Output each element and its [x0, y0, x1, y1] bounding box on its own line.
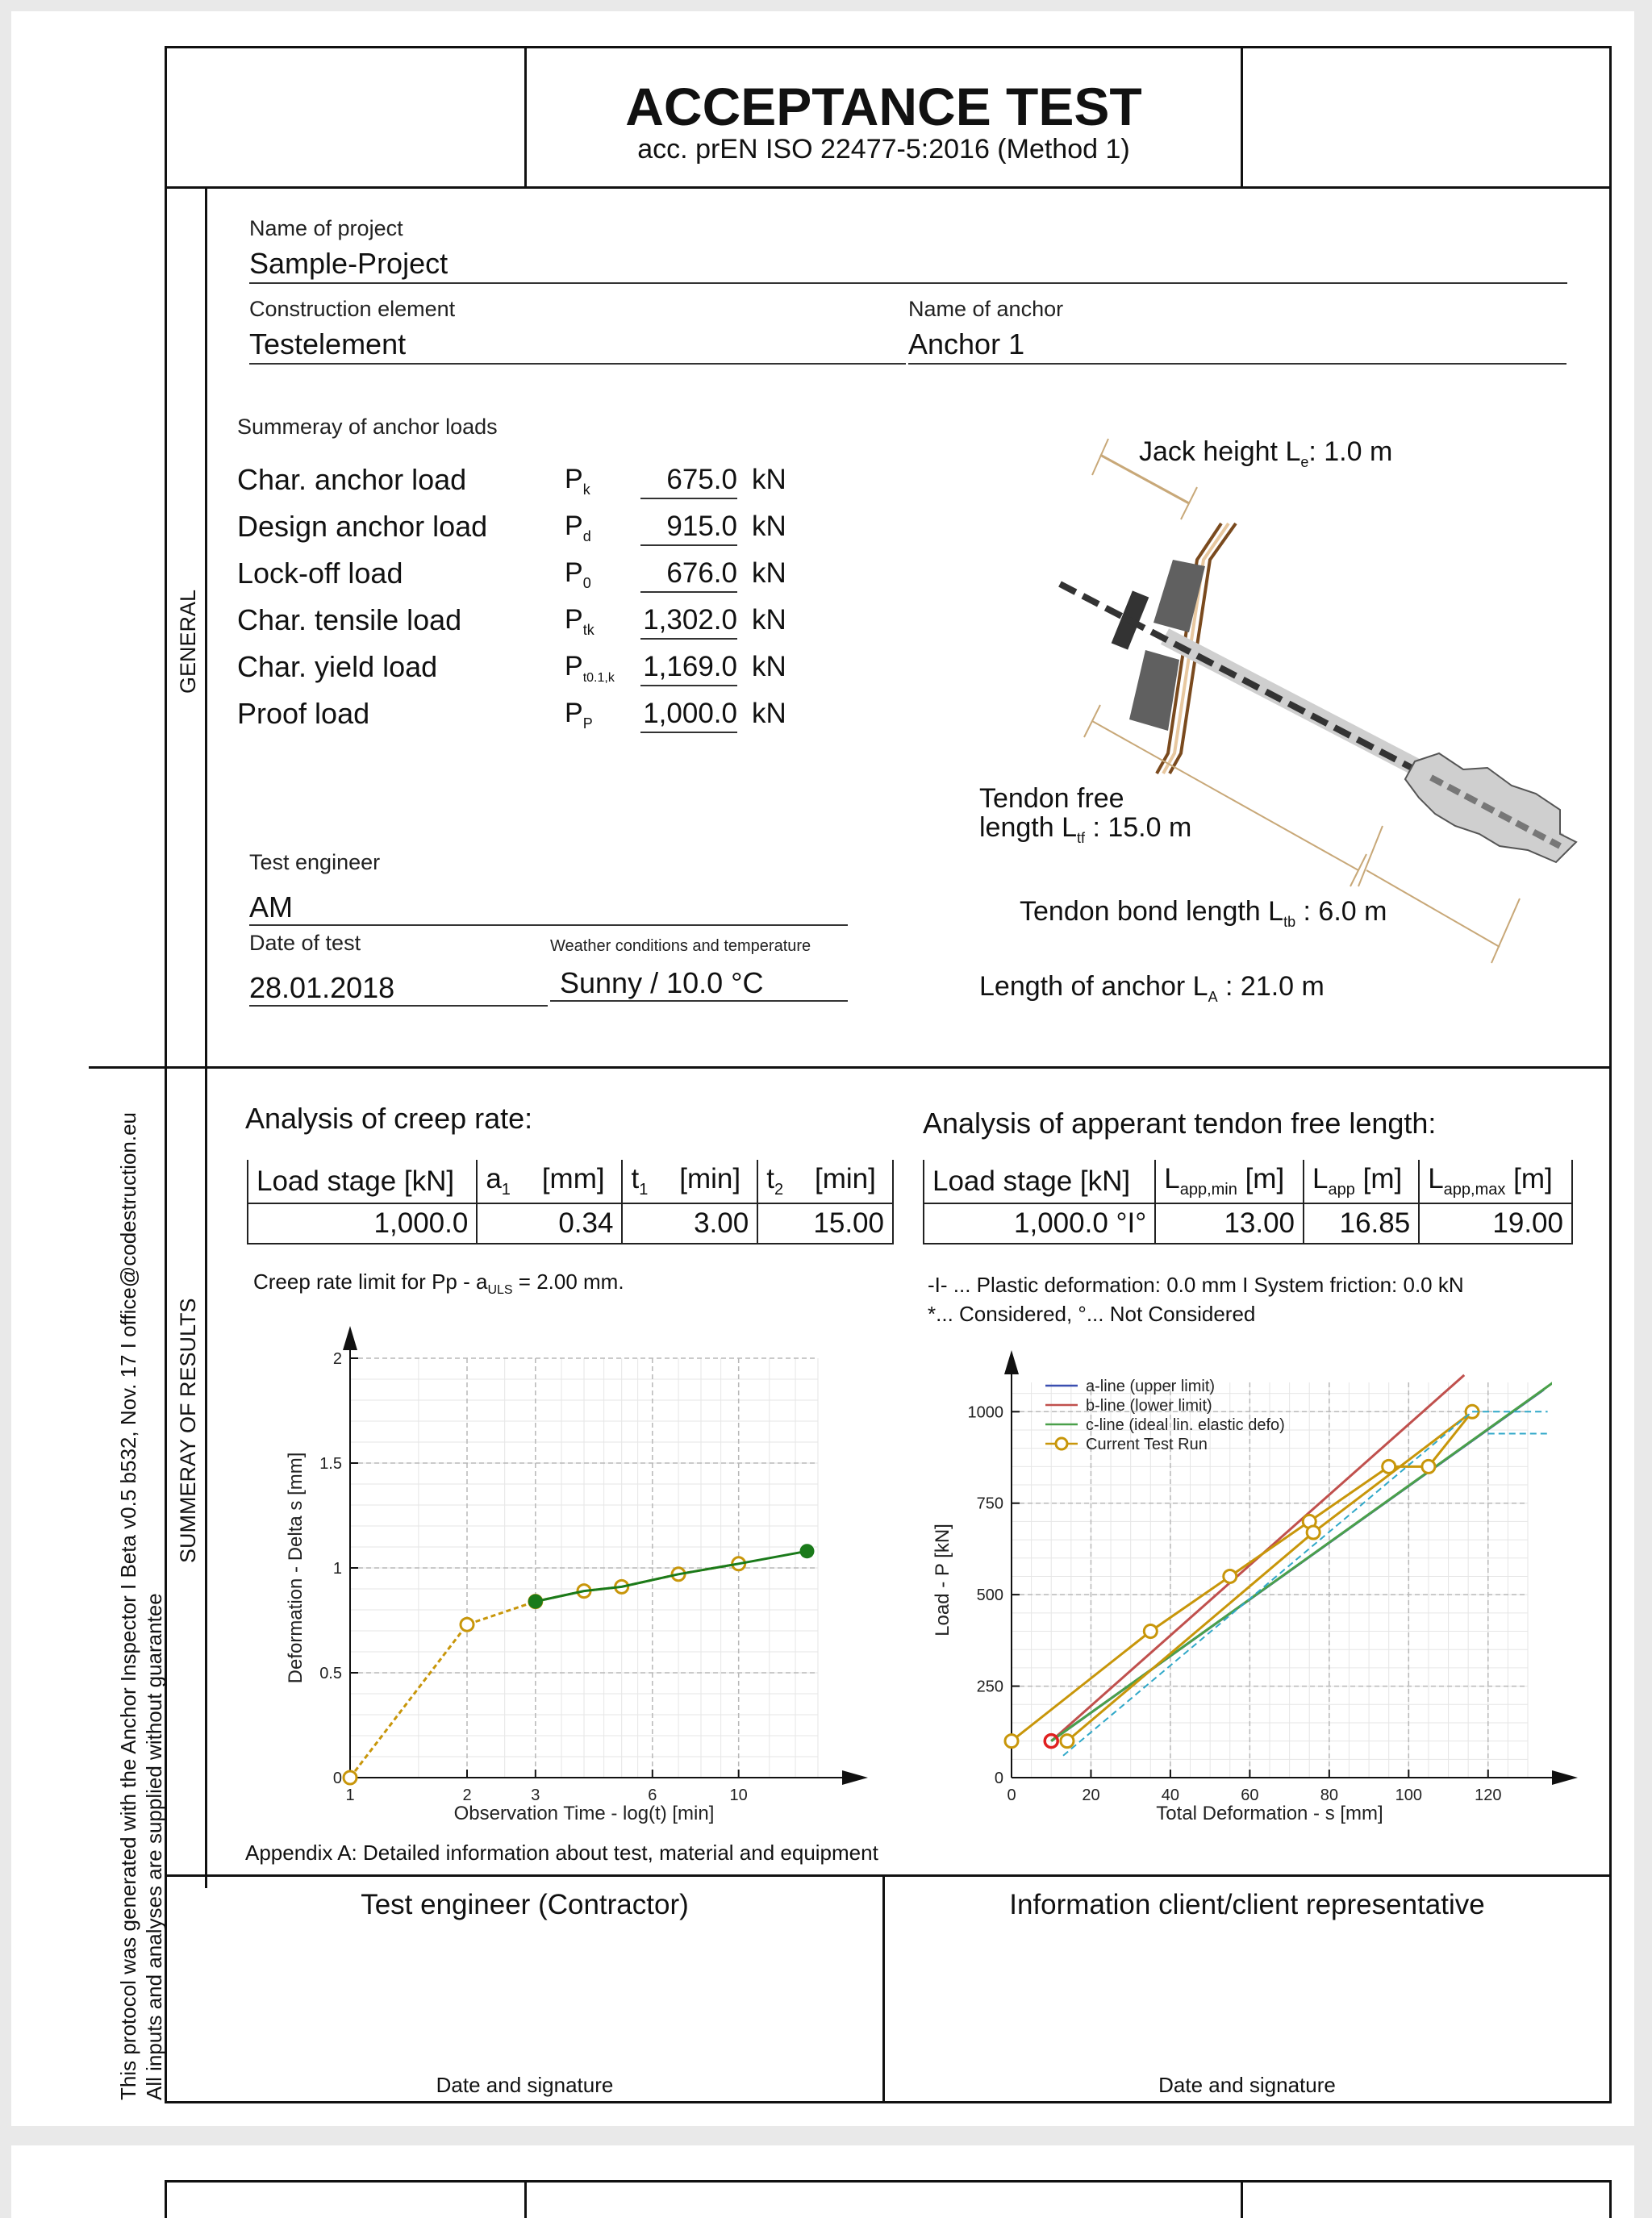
x-tick-label: 120	[1475, 1786, 1502, 1804]
data-point	[799, 1544, 814, 1558]
legend-label: a-line (upper limit)	[1086, 1378, 1216, 1395]
free-length-label-1: Tendon free	[979, 783, 1124, 814]
x-tick-label: 1	[345, 1786, 355, 1804]
project-label: Name of project	[249, 216, 403, 240]
load-unit: kN	[752, 557, 786, 589]
free-length-dimension	[1092, 721, 1358, 870]
load-name: Lock-off load	[237, 557, 403, 590]
load-value: 1,169.0	[643, 651, 737, 682]
x-tick-label: 10	[729, 1786, 748, 1804]
load-value: 675.0	[666, 464, 737, 495]
load-name: Char. anchor load	[237, 463, 467, 496]
load-value: 915.0	[666, 511, 737, 542]
load-symbol: P	[565, 651, 583, 682]
y-axis-label: Load - P [kN]	[932, 1524, 953, 1636]
load-symbol-sub: P	[582, 715, 593, 732]
y-tick-label: 750	[976, 1495, 1003, 1513]
loads-heading: Summeray of anchor loads	[237, 415, 498, 439]
load-value: 1,000.0	[643, 698, 737, 729]
x-tick-label: 80	[1320, 1786, 1338, 1804]
appendix-note: Appendix A: Detailed information about test, material and equipment	[245, 1841, 878, 1865]
data-point	[1144, 1625, 1157, 1638]
x-axis-label: Observation Time - log(t) [min]	[453, 1803, 715, 1824]
data-point	[1383, 1460, 1395, 1473]
bond-length-value: : 6.0 m	[1295, 896, 1387, 927]
bond-length-sub: tb	[1283, 913, 1296, 930]
load-unit: kN	[752, 651, 786, 682]
tendon-note-2: *... Considered, °... Not Considered	[928, 1302, 1256, 1326]
anchor-diagram	[963, 431, 1592, 1044]
page-title: ACCEPTANCE TEST	[625, 77, 1142, 136]
data-point	[1307, 1526, 1320, 1539]
y-tick-label: 1	[332, 1560, 342, 1578]
anchor-length-value: : 21.0 m	[1217, 971, 1325, 1002]
load-symbol: P	[565, 511, 583, 541]
load-value: 1,302.0	[643, 604, 737, 636]
load-symbol-sub: tk	[582, 621, 594, 638]
table-row	[924, 1203, 1572, 1244]
tendon-table	[923, 1160, 1573, 1244]
table-header-row: Load stage [kN] $L_{app,min}$ [m] $L_{app}$ [m] $L_{app,max}$ [m]	[924, 1160, 1572, 1203]
load-name: Design anchor load	[237, 510, 488, 543]
signature-right-footer: Date and signature	[1158, 2073, 1336, 2097]
legend-label: Current Test Run	[1086, 1436, 1208, 1453]
date-label: Date of test	[249, 931, 361, 955]
series-line	[536, 1551, 807, 1601]
weather-label: Weather conditions and temperature	[550, 937, 811, 955]
table-row	[248, 1203, 893, 1244]
data-point	[1005, 1735, 1018, 1748]
load-symbol: P	[565, 604, 583, 635]
anchor-length-label: Length of anchor L	[979, 971, 1208, 1002]
data-point	[461, 1618, 473, 1631]
table-header: t	[631, 1163, 640, 1194]
table-cell: 0.34	[477, 1203, 622, 1244]
page	[11, 11, 1634, 2126]
engineer-value: AM	[249, 890, 293, 923]
load-name: Char. tensile load	[237, 603, 462, 636]
creep-limit-sub: ULS	[487, 1283, 513, 1298]
x-axis-label: Total Deformation - s [mm]	[1156, 1803, 1383, 1824]
load-unit: kN	[752, 604, 786, 636]
signature-left-footer: Date and signature	[436, 2073, 614, 2097]
date-value: 28.01.2018	[249, 971, 395, 1004]
data-point	[1224, 1570, 1237, 1582]
creep-heading: Analysis of creep rate:	[245, 1102, 533, 1135]
signature-right-title: Information client/client representative	[1009, 1889, 1485, 1920]
data-point	[1422, 1460, 1435, 1473]
free-length-value: : 15.0 m	[1085, 812, 1192, 843]
load-symbol: P	[565, 698, 583, 728]
load-symbol-sub: t0.1,k	[582, 670, 615, 685]
element-value: Testelement	[249, 327, 407, 361]
creep-table	[247, 1160, 894, 1244]
weather-value: Sunny / 10.0 °C	[560, 966, 764, 999]
free-length-sub: tf	[1077, 829, 1086, 846]
element-label: Construction element	[249, 297, 456, 321]
tendon-heading: Analysis of apperant tendon free length:	[923, 1107, 1437, 1140]
x-tick-label: 2	[462, 1786, 472, 1804]
y-axis-arrow	[343, 1326, 357, 1350]
x-tick-label: 40	[1161, 1786, 1180, 1804]
y-tick-label: 0	[332, 1770, 342, 1787]
load-symbol-sub: k	[582, 481, 590, 498]
x-tick-label: 100	[1395, 1786, 1422, 1804]
load-unit: kN	[752, 698, 786, 729]
y-tick-label: 0.5	[319, 1665, 342, 1682]
legend-label: b-line (lower limit)	[1086, 1397, 1212, 1415]
engineer-label: Test engineer	[249, 850, 381, 874]
summary-side-label: SUMMERAY OF RESULTS	[176, 1298, 200, 1563]
data-point	[344, 1771, 357, 1784]
table-cell: 15.00	[757, 1203, 893, 1244]
load-symbol-sub: 0	[582, 574, 591, 591]
x-tick-label: 60	[1241, 1786, 1259, 1804]
y-tick-label: 1.5	[319, 1455, 342, 1473]
y-tick-label: 1000	[967, 1403, 1003, 1422]
footer-credit-line1: This protocol was generated with the Anchor Inspector I Beta v0.5 b532, Nov. 17 I office@codestruction.eu	[116, 1111, 140, 2100]
page-subtitle: acc. prEN ISO 22477-5:2016 (Method 1)	[637, 134, 1130, 165]
data-point	[1061, 1735, 1074, 1748]
legend-label: c-line (ideal lin. elastic defo)	[1086, 1416, 1285, 1434]
table-cell: 16.85	[1304, 1203, 1419, 1244]
table-header: Load stage [kN]	[257, 1165, 455, 1197]
table-cell: 19.00	[1419, 1203, 1572, 1244]
series-line	[350, 1564, 739, 1778]
x-axis-arrow	[1552, 1770, 1578, 1785]
jack-height-sub: e	[1300, 453, 1309, 470]
creep-limit-value: = 2.00 mm.	[512, 1270, 624, 1294]
table-header-row: Load stage [kN] $a_1$ [mm] $t_1$ [min] $t_2$ [min]	[248, 1160, 893, 1203]
y-axis-arrow	[1004, 1350, 1019, 1374]
free-length-label-2: length L	[979, 812, 1077, 843]
table-header: Load stage [kN]	[932, 1165, 1131, 1197]
y-tick-label: 500	[976, 1586, 1003, 1605]
next-page-edge	[11, 2145, 1634, 2218]
table-header: t	[766, 1163, 774, 1194]
load-name: Char. yield load	[237, 650, 438, 683]
jack-height-value: : 1.0 m	[1308, 436, 1393, 467]
legend-marker	[1056, 1438, 1067, 1449]
jack-height-label: Jack height L	[1139, 436, 1301, 467]
load-symbol: P	[565, 557, 583, 588]
y-axis-label: Deformation - Delta s [mm]	[285, 1452, 307, 1684]
project-value: Sample-Project	[249, 247, 448, 280]
table-header: L	[1164, 1163, 1180, 1194]
table-cell: 1,000.0 °I°	[924, 1203, 1155, 1244]
load-name: Proof load	[237, 697, 370, 730]
table-cell: 3.00	[622, 1203, 757, 1244]
footer-credit-line2: All inputs and analyses are supplied without guarantee	[142, 1593, 166, 2100]
bond-length-label: Tendon bond length L	[1020, 896, 1284, 927]
table-cell: 13.00	[1155, 1203, 1304, 1244]
tendon-note-1: -I- ... Plastic deformation: 0.0 mm I System friction: 0.0 kN	[928, 1273, 1464, 1297]
anchor-name-value: Anchor 1	[908, 327, 1025, 361]
load-value: 676.0	[666, 557, 737, 589]
x-axis-arrow	[842, 1770, 868, 1785]
y-tick-label: 2	[332, 1350, 342, 1368]
x-tick-label: 3	[531, 1786, 540, 1804]
bearing-block-upper	[1153, 560, 1205, 632]
x-tick-label: 20	[1082, 1786, 1100, 1804]
table-header: a	[486, 1163, 502, 1194]
general-side-label: GENERAL	[176, 589, 200, 694]
load-unit: kN	[752, 511, 786, 542]
x-tick-label: 0	[1007, 1786, 1016, 1804]
data-point	[528, 1595, 543, 1609]
load-symbol-sub: d	[582, 527, 591, 544]
y-tick-label: 250	[976, 1678, 1003, 1696]
signature-left-title: Test engineer (Contractor)	[361, 1889, 689, 1920]
creep-chart	[253, 1302, 915, 1834]
load-symbol: P	[565, 464, 583, 494]
load-unit: kN	[752, 464, 786, 495]
load-deformation-chart	[923, 1318, 1592, 1834]
anchor-length-sub: A	[1208, 988, 1218, 1005]
anchor-name-label: Name of anchor	[908, 297, 1064, 321]
creep-limit-note: Creep rate limit for Pp - a	[253, 1270, 488, 1294]
x-tick-label: 6	[648, 1786, 657, 1804]
table-header: L	[1312, 1163, 1329, 1194]
table-header: L	[1428, 1163, 1444, 1194]
table-cell: 1,000.0	[248, 1203, 477, 1244]
y-tick-label: 0	[994, 1770, 1003, 1787]
